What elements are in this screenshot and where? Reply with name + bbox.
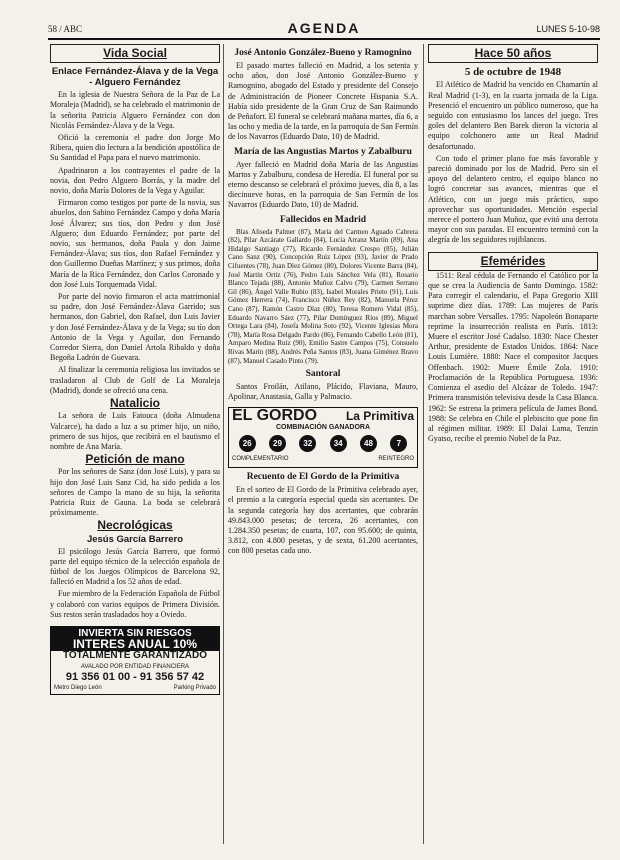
article-paragraph: La señora de Luis Fatouca (doña Almudena Valcarce), ha dado a luz a su primer hijo, un niño, primero de sus hijos, que recibirá en el bautismo el nombre de Ana María. <box>50 411 220 451</box>
ad-phones: 91 356 01 00 - 91 356 57 42 <box>65 670 205 683</box>
column-divider <box>223 44 224 844</box>
article-paragraph: En el sorteo de El Gordo de la Primitiva celebrado ayer, el premio a la categoría especial queda sin acertantes. De la segunda categoría hay dos acertantes, que cobrarán 49.843.000 pesetas; de tercera, 26 acertantes, con 1.284.350 pesetas; de cuarta, 107, con 95.600; de quinta, 3.812, con 4.800 pesetas, y de sexta, 61.200 acertantes, con 800 pesetas cada uno. <box>228 485 418 556</box>
column-necrologicas <box>228 44 418 850</box>
reintegro-ball: 7 <box>390 435 407 452</box>
page-header <box>48 22 600 38</box>
section-natalicio: Natalicio <box>109 396 160 411</box>
article-title: María de las Angustias Martos y Zabalburu <box>234 146 412 157</box>
article-paragraph: Ofició la ceremonia el padre don Jorge Mo Ribera, quien dio lectura a la bendición apostólica de Su Santidad el Papa para el nuevo matrimonio. <box>50 133 220 163</box>
article-title: Enlace Fernández-Álava y de la Vega - Alguero Fernández <box>51 66 219 89</box>
article-paragraph: El psicólogo Jesús García Barrero, que formó parte del equipo técnico de la selección española de fútbol de los Juegos Olímpicos de Barcelona 92, falleció en Madrid a los 52 años de edad. <box>50 546 220 587</box>
combination-label: COMBINACIÓN GANADORA <box>275 423 371 431</box>
header-rule <box>48 38 600 40</box>
section-necrologicas: Necrológicas <box>97 518 173 533</box>
section-title: AGENDA <box>287 20 361 36</box>
column-social <box>50 44 220 844</box>
article-paragraph: El pasado martes falleció en Madrid, a los setenta y ocho años, don José Antonio González-Bueno y Ramognino, abogado del Estado y presidente del Consejo de Administración de Pioneer Concrete Hispania S.A. Había sido presidente de la Gran Cruz de San Raimundo de Peñafort. El funeral se celebrará mañana martes, día 6, a las ocho y media de la tarde, en la parroquia de San Fermín de los Navarros (Eduardo Dato, 10) de Madrid. <box>228 61 418 142</box>
lottery-ball: 26 <box>239 435 256 452</box>
section-efemerides: Efemérides <box>480 253 546 268</box>
lottery-ball: 29 <box>269 435 286 452</box>
section-peticion: Petición de mano <box>85 452 185 467</box>
article-title: Santoral <box>305 369 341 380</box>
historic-date: 5 de octubre de 1948 <box>464 66 562 79</box>
ad-footer-left: Metro Diego León <box>54 684 102 691</box>
investment-ad <box>50 626 220 695</box>
column-history <box>428 44 598 850</box>
article-title: José Antonio González-Bueno y Ramognino <box>234 48 412 58</box>
article-paragraph: Por parte del novio firmaron el acta matrimonial su padre, don José Fernández-Álava Garrido; sus hermanos, don Gabriel, don Rafael, don Luis Javier y don José Fernández-Álava y de la Vega; su tío don Antonio de la Vega y Aguilar, don Fernando Corredor Sierra, don Daniel Artola Ribaldo y doña Begoña Ladrón de Guevara. <box>50 292 220 363</box>
article-paragraph: En la iglesia de Nuestra Señora de la Paz de La Moraleja (Madrid), se ha celebrado el matrimonio de la señorita Patricia Alguero Fernández con don Nicolás Fernández-Álava y de la Vega. <box>50 90 220 130</box>
lottery-box <box>228 407 418 469</box>
complementario-label: COMPLEMENTARIO <box>232 455 289 462</box>
article-paragraph: Fue miembro de la Federación Española de Fútbol y colaboró con varios equipos de Primera División. Sus restos serán trasladados hoy a Oviedo. <box>50 589 220 619</box>
article-paragraph: Con todo el primer plano fue más favorable y pareció dominado por los de Madrid. Pero sin el apoyo del delantero centro, el equipo blanco no logró concretar sus avances, mientras que el Atlético, con un juego más práctico, supo aprovechar sus oportunidades. Mención especial merece el portero Juan Muñoz, que evitó una derrota mayor con sus paradas. El encuentro terminó con la alegría de los seguidores rojiblancos. <box>428 153 598 245</box>
ad-line: TOTALMENTE GARANTIZADO <box>62 650 208 662</box>
gordo-logo: EL GORDO <box>232 406 318 424</box>
ad-line: INTERES ANUAL <box>72 637 170 652</box>
issue-date: LUNES 5-10-98 <box>536 24 600 34</box>
lottery-ball: 48 <box>360 435 377 452</box>
lottery-ball: 32 <box>299 435 316 452</box>
article-paragraph: Por los señores de Sanz (don José Luis), y para su hijo don José Luis Sanz Cid, ha sido pedida a los señores de Campo la mano de su hija, la señorita Patricia Ruiz de Gauna. La boda se celebrará próximamente. <box>50 467 220 518</box>
article-paragraph: Firmaron como testigos por parte de la novia, sus abuelos, don Sabino Fernández Campo y doña María José Álvarez; sus tíos, don Pedro y don José Alguero; don Eduardo Fernández; por parte del novio, sus hermanos, doña Paula y don Jaime Fernández-Álava; sus tíos, don Rafael Fernández y don Guillermo Dueñas Martínez; y sus primos, doña María de la Rica Fernández, don Carlos Coronado y don José Luis Torquemada Vidal. <box>50 198 220 289</box>
article-title: Recuento de El Gordo de la Primitiva <box>246 472 400 483</box>
article-title: Fallecidos en Madrid <box>279 214 367 225</box>
article-paragraph: Al finalizar la ceremonia religiosa los invitados se trasladaron al Club de Golf de La Moraleja (Madrid), donde se ofreció una cena. <box>50 365 220 395</box>
lottery-ball: 34 <box>330 435 347 452</box>
section-hace-50: Hace 50 años <box>474 46 552 60</box>
reintegro-label: REINTEGRO <box>378 455 414 462</box>
article-paragraph: Ayer falleció en Madrid doña María de las Angustias Martos y Zabalburu, condesa de Heredia. El funeral por su eterno descanso se celebrará el próximo jueves, día 8, a las diecinueve horas, en la parroquia de San Fermín de los Navarros (Eduardo Dato, 10) de Madrid. <box>228 159 418 210</box>
page-number: 58 / ABC <box>48 24 83 34</box>
primitiva-logo: La Primitiva <box>345 408 414 423</box>
ad-percentage: 10% <box>173 637 198 652</box>
column-divider <box>423 44 424 844</box>
ad-line: INVIERTA SIN RIESGOS <box>51 627 219 639</box>
article-paragraph: 1511: Real cédula de Fernando el Católico por la que se crea la Audiencia de Santo Domingo. 1582: Para corregir el calendario, el Papa Gregorio XIII suprime diez días. 1789: Las mujeres de París marchan sobre Versalles. 1795: Napoleón Bonaparte reprime la insurrección realista en París. 1813: Muere el escritor José Cadalso. 1830: Nace Chester Arthur, presidente de Estados Unidos. 1864: Nace Louis Lumière. 1880: Nace el compositor Jacques Offenbach. 1902: Muere Émile Zola. 1910: Proclamación de la República Portuguesa. 1936: Comienza el asedio del Alcázar de Toledo. 1947: Primera transmisión televisiva desde la Casa Blanca. 1962: Se estrena la primera película de James Bond. 1988: Se celebra en Chile el plebiscito que pone fin al régimen militar. 1989: El Dalai Lama, Tenzin Gyatso, recibe el premio Nobel de la Paz. <box>428 270 598 444</box>
article-title: Jesús García Barrero <box>86 533 184 545</box>
ad-footer-right: Parking Privado <box>173 684 216 691</box>
deaths-list: Blas Aliseda Palmer (87), María del Carmen Aguado Cabrera (82), Pilar Azcárate Gallardo (84), Lucía Arranz Martín (89), Ana Hidalgo Santiago (77), Ricardo Fernández Crespo (85), Julián Cano Sanz (90), Concepción Ruiz López (93), Javier de Prado Cifuentes (78), Juan Díez Gómez (80), Dolores Vicente Barra (84), José Martín Ortiz (76), Pedro Luis Sánchez Vela (81), Rosario Blanco Tejada (88), Antonio Muñoz Calvo (79), Carmen Serrano Gil (86), Ángel Valle Rubio (83), Isabel Morales Prieto (91), Luis Gómez Herrera (74), Francisco Núñez Rey (82), Manuela Pérez Cano (87), Ramón Castro Díaz (80), Teresa Romero Vidal (85), Eduardo Navarro Sáez (77), Pilar Domínguez Ríos (89), Miguel Ortega Lara (84), Josefa Molina Soto (92), Vicente Iglesias Mora (78), María Rosa Delgado Pardo (86), Fernando Cabello León (81), Amparo Medina Ruiz (90), Emilio Sastre Campos (75), Consuelo Rivas Marín (88), Andrés Peña Santos (83), Juana Giménez Bravo (87), Manuel Casado Pinto (79). <box>228 227 418 365</box>
article-paragraph: Apadrinaron a los contrayentes el padre de la novia, don Pedro Alguero Borrás, y la madre del novio, doña María Dolores de la Vega y Aguilar. <box>50 165 220 196</box>
article-paragraph: El Atlético de Madrid ha vencido en Chamartín al Real Madrid (1-3), en la cuarta jornada de la Liga. Presenció el encuentro un público numeroso, que ha seguido con entusiasmo los lances del juego. Tres goles del delantero Ben Barek dieron la victoria al equipo colchonero ante un Real Madrid desafortunado. <box>428 80 598 151</box>
winning-numbers <box>232 435 414 452</box>
section-vida-social: Vida Social <box>103 46 167 60</box>
article-paragraph: Santos Froilán, Atilano, Plácido, Flaviana, Mauro, Apolinar, Anastasia, Galla y Palmacio. <box>228 382 418 402</box>
ad-line: AVALADO POR ENTIDAD FINANCIERA <box>80 663 190 670</box>
